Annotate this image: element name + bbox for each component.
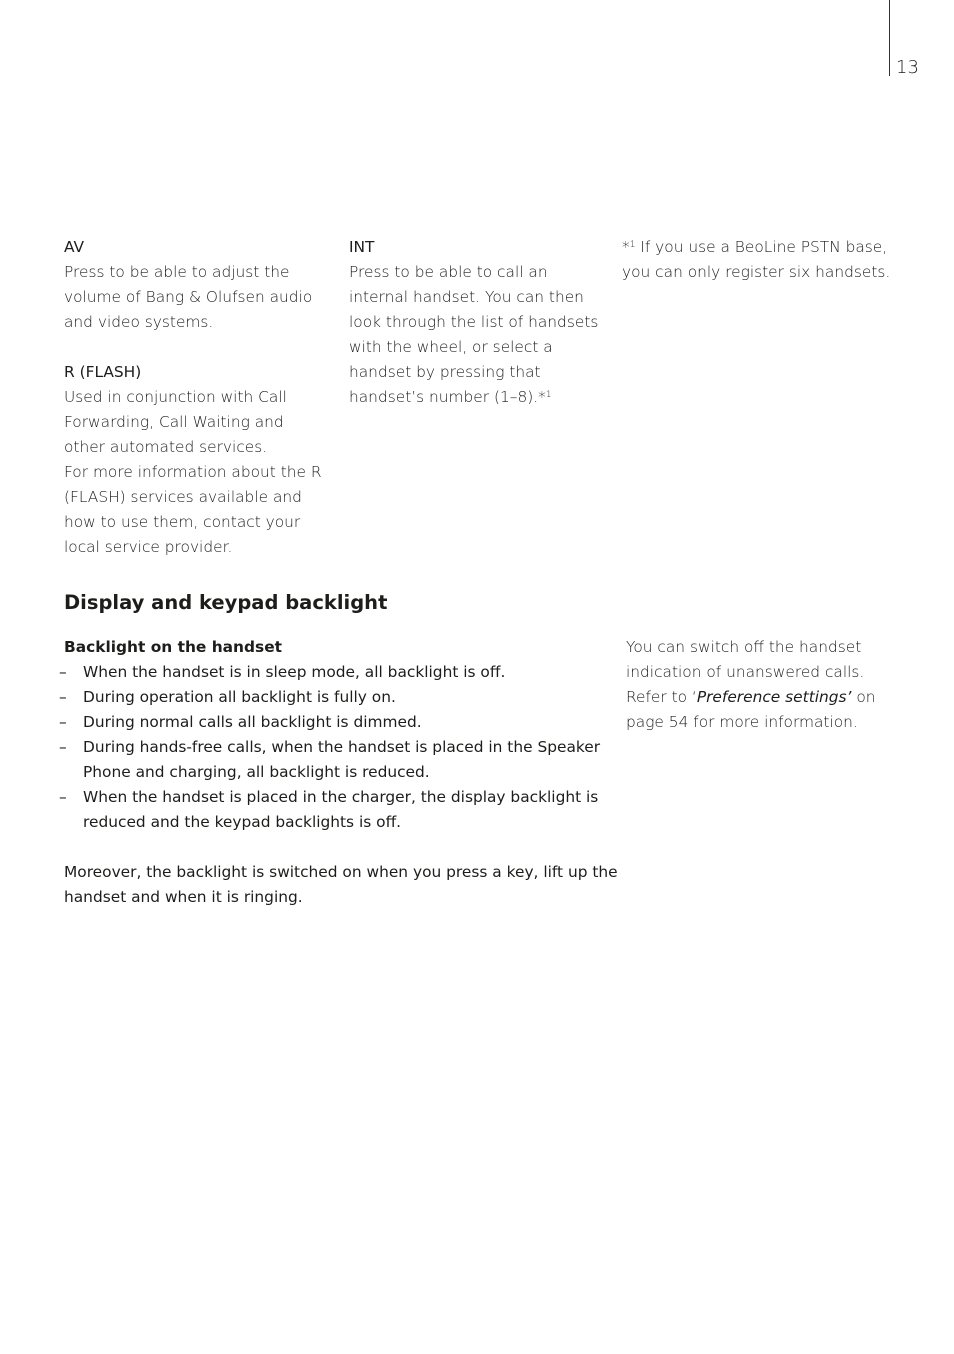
list-item	[59, 785, 624, 835]
side-note-text-after: on page 54 for more information.	[626, 688, 876, 731]
list-item	[59, 710, 624, 735]
footnote-number: 1	[629, 240, 636, 250]
list-item-text: During operation all backlight is fully on.	[83, 688, 396, 706]
page-number: 13	[896, 57, 919, 78]
footnote-text-wrap	[622, 235, 892, 285]
section-subheading: Backlight on the handset	[64, 638, 282, 656]
left-column	[64, 235, 324, 560]
dash-bullet: –	[59, 688, 67, 706]
list-item	[59, 660, 624, 685]
section-body	[59, 635, 624, 910]
list-item-text: When the handset is in sleep mode, all backlight is off.	[83, 663, 506, 681]
list-item	[59, 685, 624, 710]
middle-column	[349, 235, 604, 410]
flash-key-more-info: For more information about the R (FLASH) services available and how to use them, contact your local service provider.	[64, 463, 322, 556]
dash-bullet: –	[59, 738, 67, 756]
footnote-mark: *	[622, 238, 630, 256]
dash-bullet: –	[59, 788, 67, 806]
closing-paragraph: Moreover, the backlight is switched on when you press a key, lift up the handset and when it is ringing.	[64, 863, 618, 906]
side-note	[626, 635, 891, 735]
section-heading: Display and keypad backlight	[64, 591, 388, 614]
preference-settings-reference: Preference settings’	[696, 688, 852, 706]
list-item-text: During normal calls all backlight is dimmed.	[83, 713, 422, 731]
list-item	[59, 735, 624, 785]
footnote	[622, 235, 892, 285]
list-item-text: During hands-free calls, when the handset is placed in the Speaker Phone and charging, all backlight is reduced.	[83, 738, 601, 781]
av-key-description: Press to be able to adjust the volume of Bang & Olufsen audio and video systems.	[64, 263, 313, 331]
list-item-text: When the handset is placed in the charger, the display backlight is reduced and the keypad backlights is off.	[83, 788, 599, 831]
av-key-title: AV	[64, 238, 85, 256]
footnote-text: If you use a BeoLine PSTN base, you can only register six handsets.	[622, 238, 891, 281]
dash-bullet: –	[59, 663, 67, 681]
flash-key-title: R (FLASH)	[64, 363, 142, 381]
int-key-description: Press to be able to call an internal handset. You can then look through the list of handsets with the wheel, or select a handset by pressing that handset’s number (1–8).*	[349, 263, 599, 406]
backlight-list	[59, 660, 624, 835]
side-note-text-before: You can switch off the handset indication of unanswered calls. Refer to ‘	[626, 638, 865, 706]
flash-key-description: Used in conjunction with Call Forwarding, Call Waiting and other automated services.	[64, 388, 287, 456]
page-edge-rule	[889, 0, 890, 76]
int-key-title: INT	[349, 238, 375, 256]
int-key-description-wrap	[349, 260, 604, 410]
dash-bullet: –	[59, 713, 67, 731]
int-footnote-ref: 1	[545, 390, 552, 400]
